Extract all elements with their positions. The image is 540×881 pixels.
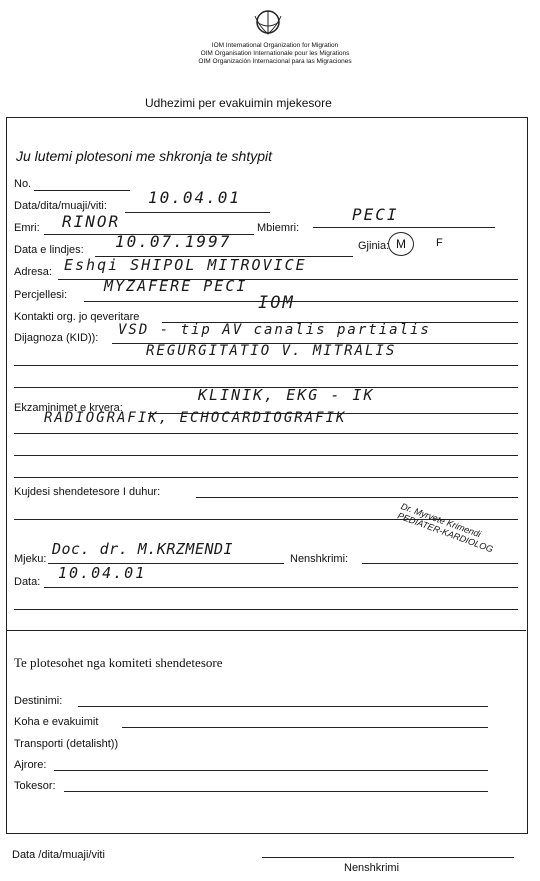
doctor-stamp: Dr. Myrvete Krimendi PEDIATER-KARDIOLOG (396, 501, 495, 555)
ngo-label: Kontakti org. jo qeveritare (14, 311, 140, 323)
footer-signature-field[interactable] (262, 857, 514, 858)
footer-signature-label: Nenshkrimi (344, 862, 400, 874)
escort-field[interactable] (84, 301, 518, 302)
exams-line2: RADIOGRAFIK, ECHOCARDIOGRAFIK (44, 410, 347, 426)
signature-field[interactable] (362, 563, 518, 564)
signature-label: Nenshkrimi: (290, 553, 349, 565)
exams-field-4[interactable] (14, 477, 518, 478)
time-field[interactable] (122, 727, 488, 728)
dob-label: Data e lindjes: (14, 244, 84, 256)
transport-label: Transporti (detalisht)) (14, 738, 119, 750)
org-name-fr: OIM Organisation Internationale pour les Migrations (200, 50, 350, 57)
no-field[interactable] (34, 190, 130, 191)
diagnosis-line2: REGURGITATIO V. MITRALIS (146, 343, 397, 359)
air-label: Ajrore: (14, 759, 47, 771)
iom-logo (253, 8, 283, 36)
diagnosis-label: Dijagnoza (KID)): (14, 332, 99, 344)
footer-date-label: Data /dita/muaji/viti (12, 849, 105, 861)
destination-field[interactable] (78, 706, 488, 707)
doctor-label: Mjeku: (14, 553, 47, 565)
date2-value: 10.04.01 (58, 564, 147, 582)
surname-field[interactable] (313, 227, 495, 228)
diagnosis-field-2[interactable] (14, 365, 518, 366)
gender-label: Gjinia: (358, 240, 390, 252)
org-name-en: IOM International Organization for Migration (211, 42, 339, 49)
gender-m: M (396, 237, 406, 251)
form-title: Udhezimi per evakuimin mjekesore (145, 96, 332, 110)
surname-value: PECI (352, 205, 399, 224)
address-label: Adresa: (14, 266, 52, 278)
time-label: Koha e evakuimit (14, 716, 99, 728)
air-field[interactable] (54, 770, 488, 771)
exams-field-3[interactable] (14, 455, 518, 456)
surname-label: Mbiemri: (257, 222, 300, 234)
doctor-value: Doc. dr. M.KRZMENDI (52, 540, 234, 558)
date-value: 10.04.01 (148, 188, 242, 207)
land-label: Tokesor: (14, 780, 56, 792)
care-label: Kujdesi shendetesore I duhur: (14, 486, 161, 498)
date-field[interactable] (125, 212, 270, 213)
land-field[interactable] (64, 791, 488, 792)
ngo-value: IOM (258, 293, 295, 313)
instruction: Ju lutemi plotesoni me shkronja te shtypit (16, 148, 273, 164)
gender-f[interactable]: F (436, 237, 443, 249)
name-value: RINOR (62, 212, 121, 231)
org-name-es: OIM Organización Internacional para las Migraciones (198, 58, 352, 65)
date-label: Data/dita/muaji/viti: (14, 200, 107, 212)
escort-value: MYZAFERE PECI (104, 277, 248, 295)
date2-field[interactable] (44, 587, 518, 588)
section-divider (6, 630, 526, 631)
dob-value: 10.07.1997 (115, 232, 232, 251)
diagnosis-line1: VSD - tip AV canalis partialis (118, 322, 431, 338)
committee-heading: Te plotesohet nga komiteti shendetesore (14, 655, 223, 670)
no-label: No. (14, 178, 32, 190)
exams-line1: KLINIK, EKG - IK (198, 386, 375, 404)
date2-label: Data: (14, 576, 41, 588)
care-field-1[interactable] (196, 497, 518, 498)
address-value: Eshqi SHIPOL MITROVICE (64, 256, 307, 274)
date2-field-2[interactable] (14, 609, 518, 610)
escort-label: Percjellesi: (14, 289, 68, 301)
exams-field-2[interactable] (14, 433, 518, 434)
destination-label: Destinimi: (14, 695, 63, 707)
name-label: Emri: (14, 222, 40, 234)
exams-label: Ekzaminimet e kryera: (14, 402, 123, 414)
